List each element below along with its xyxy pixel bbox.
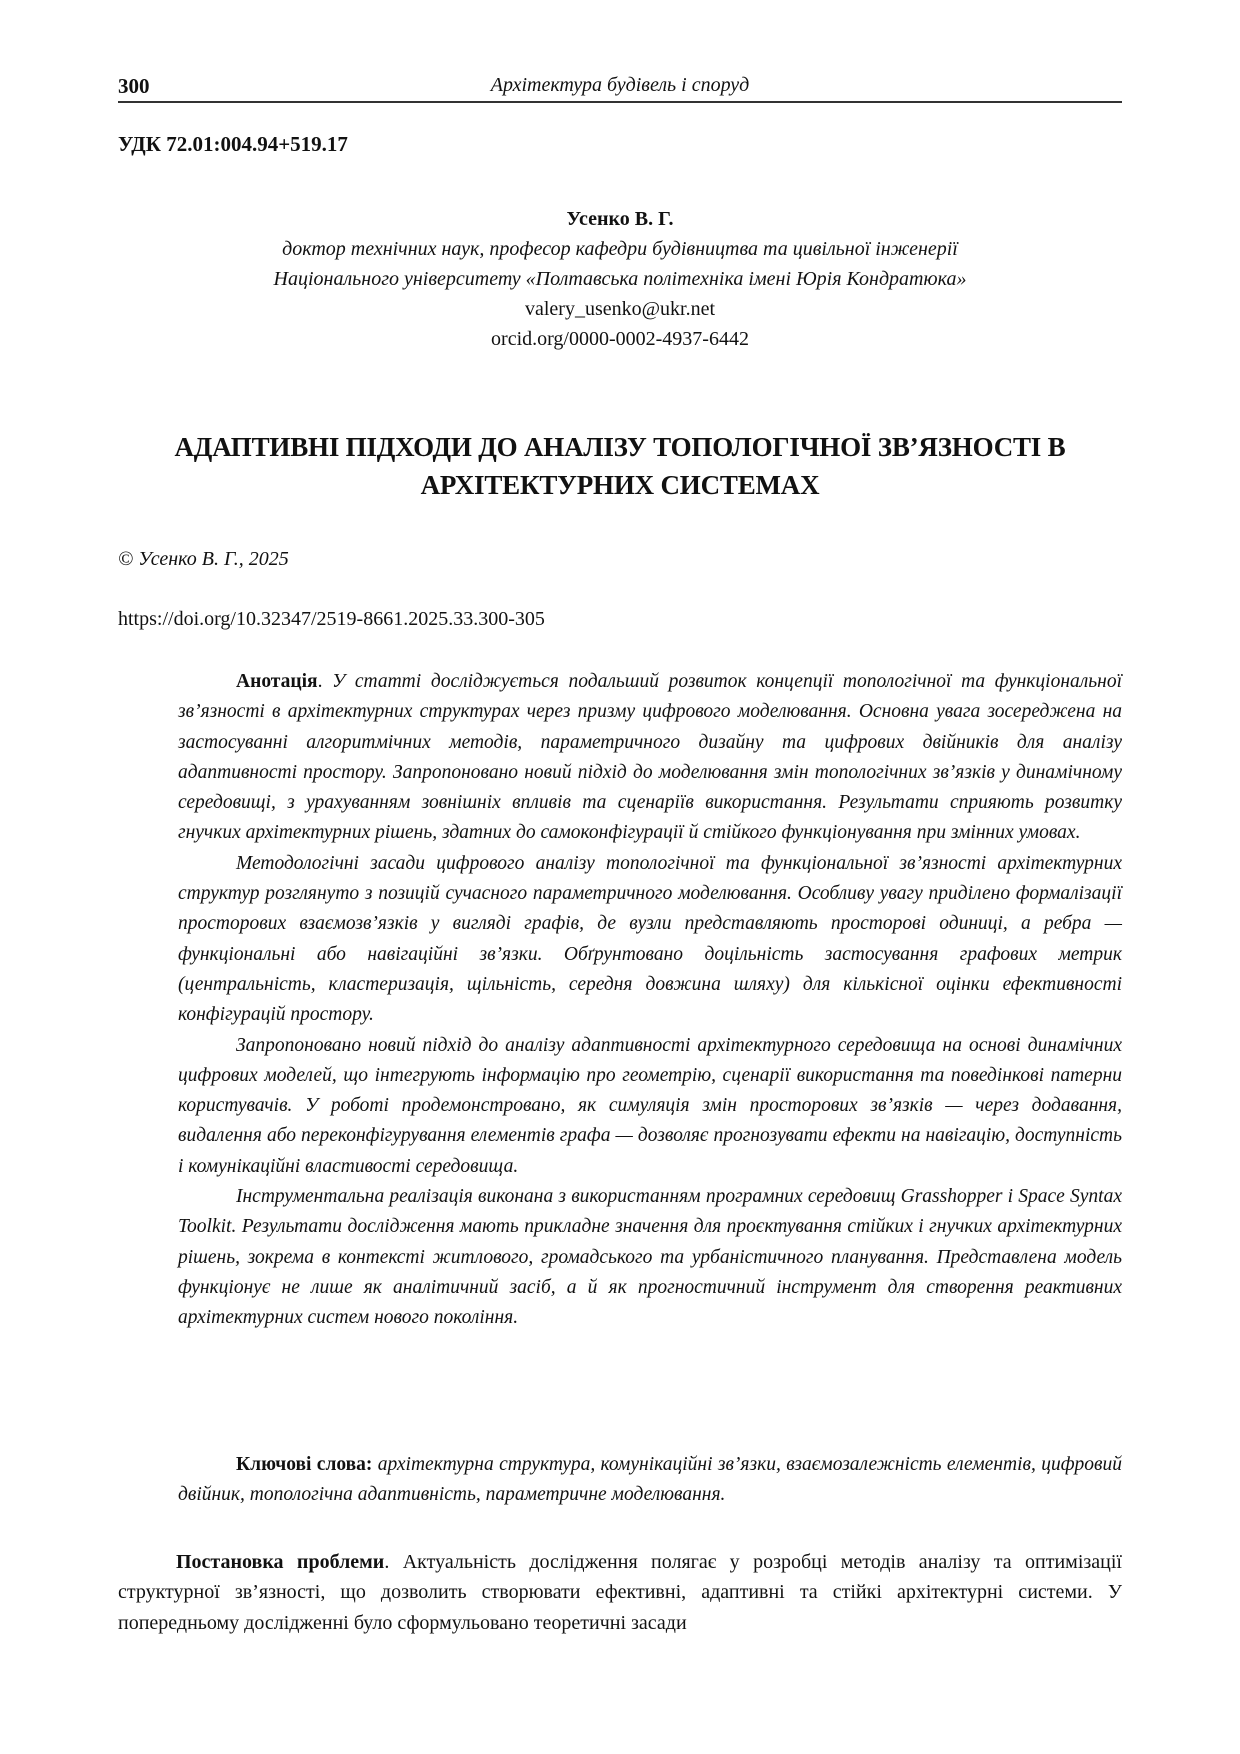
body-text [118, 1547, 1122, 1638]
title-line-2: АРХІТЕКТУРНИХ СИСТЕМАХ [420, 470, 820, 500]
problem-statement-label: Постановка проблеми [176, 1551, 385, 1573]
problem-statement-paragraph [118, 1547, 1122, 1638]
keywords-text: архітектурна структура, комунікаційні зв’язки, взаємозалежність елементів, цифровий двійник, топологічна адаптивність, параметричне моделювання. [178, 1454, 1122, 1506]
author-name: Усенко В. Г. [566, 208, 674, 230]
abstract [178, 667, 1122, 1334]
page-number: 300 [118, 74, 150, 98]
copyright: © Усенко В. Г., 2025 [118, 548, 289, 570]
keywords-label: Ключові слова: [236, 1454, 373, 1475]
article-title [118, 428, 1122, 504]
abstract-paragraph: Анотація. У статті досліджується подальший розвиток концепції топологічної та функціональної зв’язності в архітектурних структурах через призму цифрового моделювання. Основна увага зосереджена на застосуванні алгоритмічних методів, параметричного дизайну та цифрових двійників для аналізу адаптивності простору. Запропоновано новий підхід до моделювання змін топологічних зв’язків у динамічному середовищі, з урахуванням зовнішніх впливів та сценаріїв використання. Результати сприяють розвитку гнучких архітектурних рішень, здатних до самоконфігурації й стійкого функціонування при змінних умовах. [178, 671, 1122, 844]
udc-code: УДК 72.01:004.94+519.17 [118, 132, 348, 156]
author-institution: Національного університету «Полтавська політехніка імені Юрія Кондратюка» [273, 268, 967, 290]
running-header [118, 72, 1122, 102]
header-rule [118, 101, 1122, 103]
journal-title: Архітектура будівель і споруд [490, 74, 750, 96]
abstract-label: Анотація [236, 671, 318, 692]
author-position: доктор технічних наук, професор кафедри будівництва та цивільної інженерії [282, 238, 958, 260]
author-block [118, 204, 1122, 354]
doi-link[interactable]: https://doi.org/10.32347/2519-8661.2025.33.300-305 [118, 608, 545, 630]
keywords-paragraph [178, 1450, 1122, 1511]
title-line-1: АДАПТИВНІ ПІДХОДИ ДО АНАЛІЗУ ТОПОЛОГІЧНОЇ ЗВ’ЯЗНОСТІ В [174, 432, 1066, 462]
problem-statement-text: . Актуальність дослідження полягає у розробці методів аналізу та оптимізації структурної зв’язності, що дозволить створювати ефективні, адаптивні та стійкі архітектурні системи. У попередньому дослідженні було сформульовано теоретичні засади [118, 1551, 1122, 1634]
author-orcid[interactable]: orcid.org/0000-0002-4937-6442 [491, 328, 749, 350]
keywords [178, 1450, 1122, 1511]
author-email[interactable]: valery_usenko@ukr.net [524, 298, 716, 320]
abstract-paragraph: Запропоновано новий підхід до аналізу адаптивності архітектурного середовища на основі динамічних цифрових моделей, що інтегрують інформацію про геометрію, сценарії використання та поведінкові патерни користувачів. У роботі продемонстровано, як симуляція змін просторових зв’язків — через додавання, видалення або переконфігурування елементів графа — дозволяє прогнозувати ефекти на навігацію, доступність і комунікаційні властивості середовища. [178, 1034, 1122, 1177]
abstract-paragraph: Інструментальна реалізація виконана з використанням програмних середовищ Grasshopper і Space Syntax Toolkit. Результати дослідження мають прикладне значення для проєктування стійких і гнучких архітектурних рішень, зокрема в контексті житлового, громадського та урбаністичного планування. Представлена модель функціонує не лише як аналітичний засіб, а й як прогностичний інструмент для створення реактивних архітектурних систем нового покоління. [178, 1186, 1122, 1329]
abstract-paragraph: Методологічні засади цифрового аналізу топологічної та функціональної зв’язності архітектурних структур розглянуто з позицій сучасного параметричного моделювання. Особливу увагу приділено формалізації просторових взаємозв’язків у вигляді графів, де вузли представляють просторові одиниці, а ребра — функціональні або навігаційні зв’язки. Обґрунтовано доцільність застосування графових метрик (центральність, кластеризація, щільність, середня довжина шляху) для кількісної оцінки ефективності конфігурацій простору. [178, 852, 1122, 1026]
